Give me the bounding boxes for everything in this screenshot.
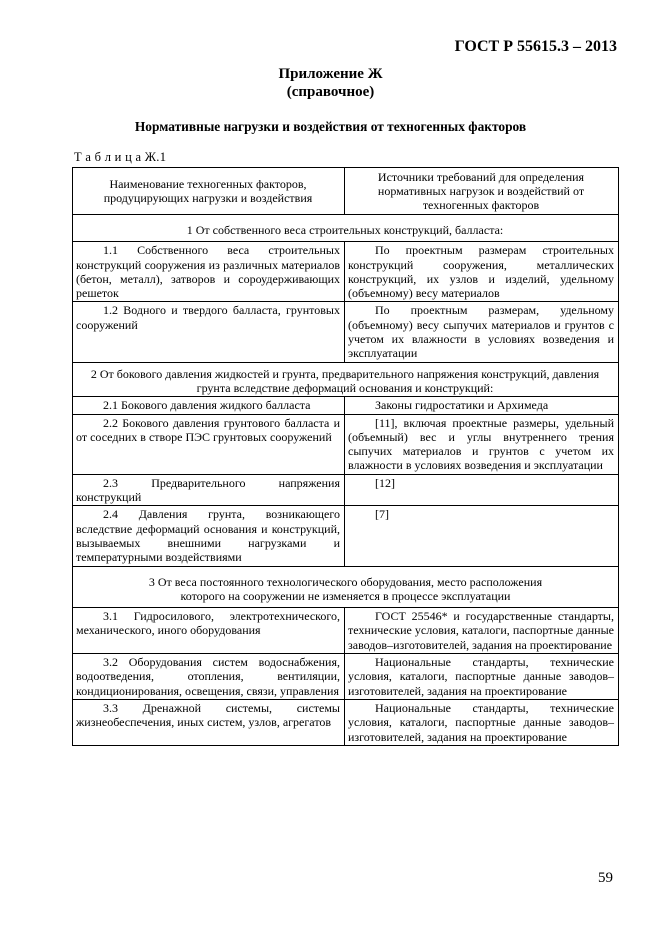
source-cell: Национальные стандарты, технические условия, каталоги, паспортные данные заводов–изготовителей, задания на проектирование	[345, 654, 619, 700]
table-row	[73, 699, 619, 745]
col2-header: Источники требований для определения нормативных нагрузок и воздействий от техногенных факторов	[345, 168, 619, 215]
section-title: 1 От собственного веса строительных конструкций, балласта:	[73, 215, 619, 242]
factor-cell: 2.3 Предварительного напряжения конструкций	[73, 474, 345, 506]
appendix-title: Приложение Ж	[278, 66, 383, 82]
section-row	[73, 215, 619, 242]
factor-cell: 2.4 Давления грунта, возникающего вследствие деформаций основания и конструкций, вызываемых внешними нагрузками и температурными воздействиями	[73, 506, 345, 566]
factor-cell: 1.1 Собственного веса строительных конструкций сооружения из различных материалов (бетон, металл), затворов и сороудерживающих решеток	[73, 242, 345, 302]
table-label: Т а б л и ц а Ж.1	[74, 150, 167, 164]
section-row	[73, 566, 619, 608]
factor-cell: 3.1 Гидросилового, электротехнического, механического, иного оборудования	[73, 608, 345, 654]
table-row	[73, 608, 619, 654]
appendix-title-block	[0, 65, 661, 101]
section-title: 2 От бокового давления жидкостей и грунта, предварительного напряжения конструкций, давления грунта вследствие деформаций основания и конструкций:	[73, 362, 619, 397]
factor-cell: 3.3 Дренажной системы, системы жизнеобеспечения, иных систем, узлов, агрегатов	[73, 699, 345, 745]
source-cell: ГОСТ 25546* и государственные стандарты, технические условия, каталоги, паспортные данные заводов–изготовителей, задания на проектирование	[345, 608, 619, 654]
table-row	[73, 474, 619, 506]
source-cell: [12]	[345, 474, 619, 506]
appendix-heading: Нормативные нагрузки и воздействия от техногенных факторов	[134, 119, 527, 134]
factor-cell: 1.2 Водного и твердого балласта, грунтовых сооружений	[73, 302, 345, 362]
factor-cell: 2.2 Бокового давления грунтового балласта и от соседних в створе ПЭС грунтовых сооружений	[73, 414, 345, 474]
appendix-subtitle: (справочное)	[286, 84, 375, 100]
factor-cell: 2.1 Бокового давления жидкого балласта	[73, 397, 345, 414]
table-row	[73, 506, 619, 566]
source-cell: По проектным размерам, удельному (объемному) весу сыпучих материалов и грунтов с учетом их влажности в условиях возведения и эксплуатации	[345, 302, 619, 362]
table-row	[73, 397, 619, 414]
table-header-row	[73, 168, 619, 215]
table-row	[73, 242, 619, 302]
factor-cell: 3.2 Оборудования систем водоснабжения, водоотведения, отопления, вентиляции, кондиционирования, освещения, связи, управления	[73, 654, 345, 700]
table-row	[73, 654, 619, 700]
page-number: 59	[598, 870, 613, 886]
source-cell: [11], включая проектные размеры, удельный (объемный) вес и углы внутреннего трения сыпучих материалов и грунтов с учетом их влажности в условиях возведения и эксплуатации	[345, 414, 619, 474]
source-cell: По проектным размерам строительных конструкций сооружения, металлических конструкций, их узлов и изделий, удельному (объемному) весу материалов	[345, 242, 619, 302]
table-row	[73, 414, 619, 474]
loads-table	[72, 167, 619, 746]
section-title: 3 От веса постоянного технологического оборудования, место расположения которого на сооружении не изменяется в процессе эксплуатации	[73, 566, 619, 608]
source-cell: Национальные стандарты, технические условия, каталоги, паспортные данные заводов–изготовителей, задания на проектирование	[345, 699, 619, 745]
col1-header: Наименование техногенных факторов, продуцирующих нагрузки и воздействия	[73, 168, 345, 215]
standard-number: ГОСТ Р 55615.3 – 2013	[454, 38, 617, 55]
source-cell: Законы гидростатики и Архимеда	[345, 397, 619, 414]
table-row	[73, 302, 619, 362]
section-row	[73, 362, 619, 397]
source-cell: [7]	[345, 506, 619, 566]
